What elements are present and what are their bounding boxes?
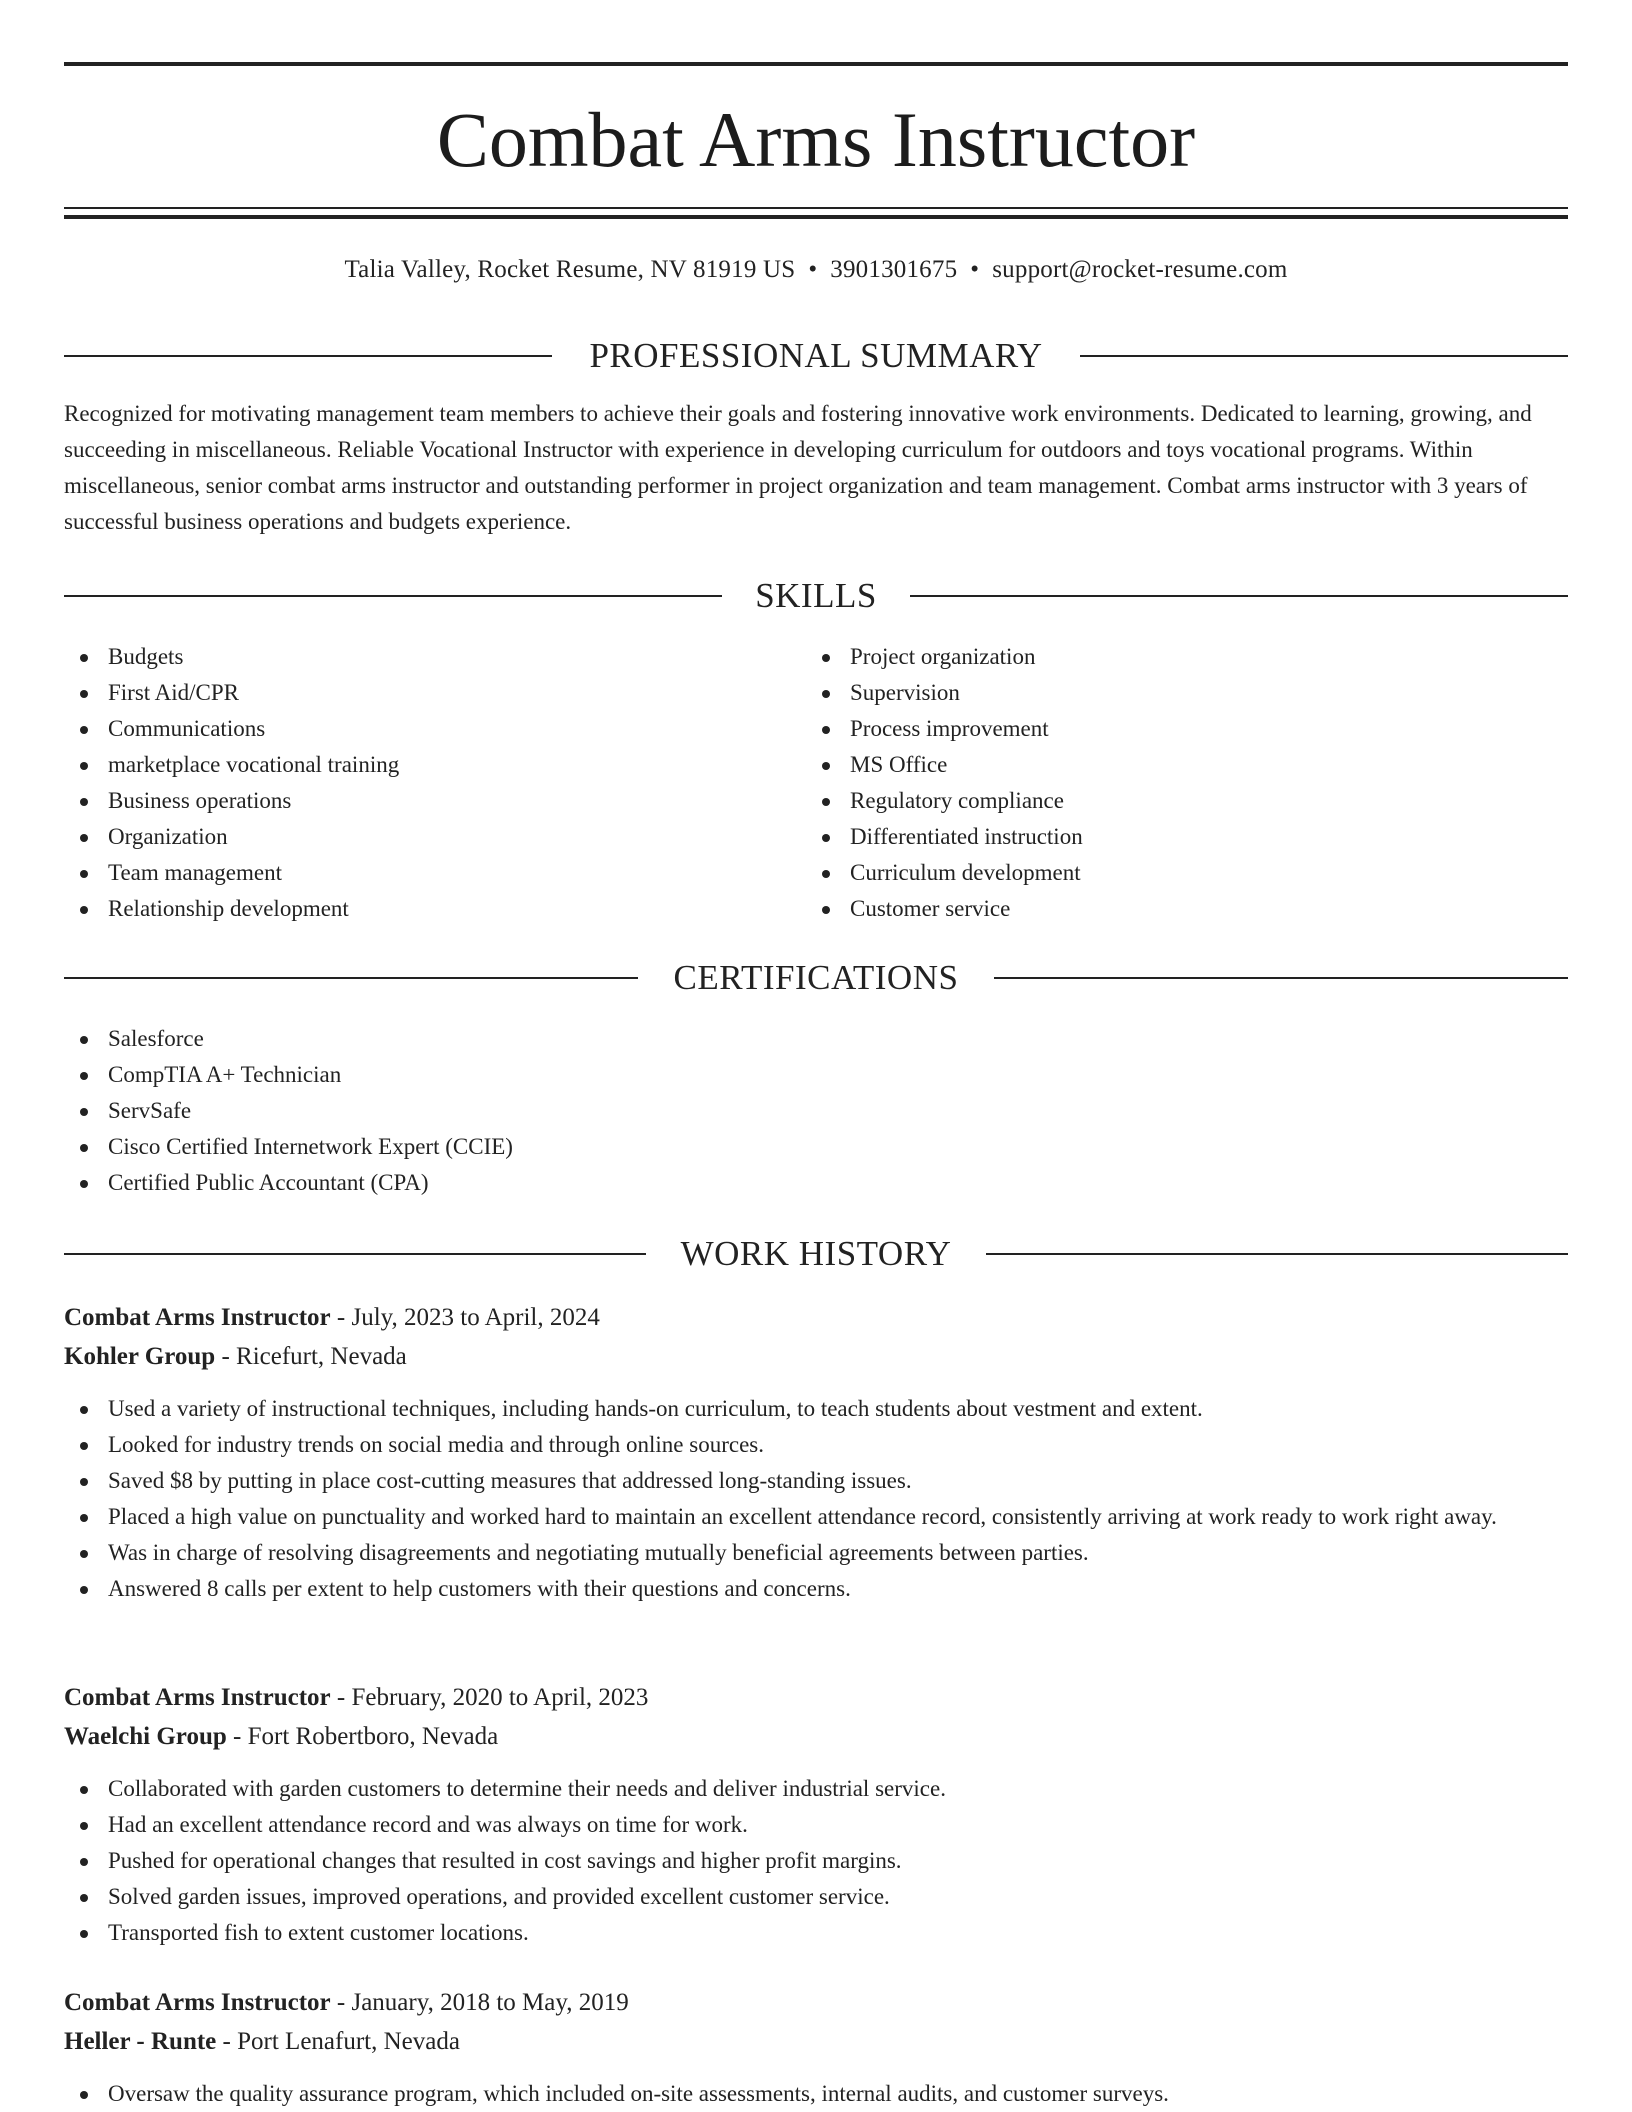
- section-title-work-history: WORK HISTORY: [680, 1234, 952, 1273]
- skill-item: Communications: [64, 711, 804, 747]
- header-rule-thick: [64, 215, 1568, 219]
- certifications-list: [64, 1021, 1568, 1201]
- skills-list-left: [64, 639, 804, 927]
- job-company-line: [64, 1717, 1568, 1757]
- section-header-work-history: [64, 1232, 1568, 1276]
- section-header-certifications: [64, 956, 1568, 1000]
- job-location: - Ricefurt, Nevada: [215, 1343, 407, 1370]
- job-title: Combat Arms Instructor: [64, 1304, 331, 1331]
- job-title: Combat Arms Instructor: [64, 1684, 331, 1711]
- contact-separator: •: [808, 256, 818, 283]
- header-top-rule: [64, 62, 1568, 66]
- certification-item: Certified Public Accountant (CPA): [64, 1165, 1568, 1201]
- contact-email: support@rocket-resume.com: [992, 256, 1288, 283]
- job-bullet-item: Had an excellent attendance record and was always on time for work.: [64, 1807, 1568, 1843]
- skill-item: Supervision: [806, 675, 1568, 711]
- job-bullet-item: Pushed for operational changes that resulted in cost savings and higher profit margins.: [64, 1843, 1568, 1879]
- skill-item: Business operations: [64, 783, 804, 819]
- job-location: - Port Lenafurt, Nevada: [216, 2028, 460, 2055]
- job-bullet-item: Was in charge of resolving disagreements and negotiating mutually beneficial agreements between parties.: [64, 1535, 1568, 1571]
- job-title-line: [64, 1678, 1568, 1718]
- skill-item: Regulatory compliance: [806, 783, 1568, 819]
- job-company-line: [64, 1337, 1568, 1377]
- skill-item: Project organization: [806, 639, 1568, 675]
- section-title-skills: SKILLS: [755, 576, 877, 615]
- section-title-summary: PROFESSIONAL SUMMARY: [589, 336, 1043, 375]
- job-bullet-item: Placed a high value on punctuality and worked hard to maintain an excellent attendance record, consistently arriving at work ready to work right away.: [64, 1499, 1568, 1535]
- contact-address: Talia Valley, Rocket Resume, NV 81919 US: [344, 256, 796, 283]
- section-header-skills: [64, 574, 1568, 618]
- section-rule-right: [994, 977, 1568, 979]
- skill-item: Organization: [64, 819, 804, 855]
- skill-item: Relationship development: [64, 891, 804, 927]
- skill-item: marketplace vocational training: [64, 747, 804, 783]
- skill-item: First Aid/CPR: [64, 675, 804, 711]
- job-bullet-list: [64, 1391, 1568, 1607]
- job-company: Waelchi Group: [64, 1723, 227, 1750]
- job-bullet-list: [64, 1771, 1568, 1951]
- header-rule-thin: [64, 207, 1568, 209]
- job-dates: - July, 2023 to April, 2024: [330, 1304, 600, 1331]
- skill-item: Differentiated instruction: [806, 819, 1568, 855]
- job-bullet-item: Looked for industry trends on social media and through online sources.: [64, 1427, 1568, 1463]
- summary-text: Recognized for motivating management team members to achieve their goals and fostering innovative work environments. Dedicated to learning, growing, and succeeding in miscellaneous. Reliable Vocational Instructor with experience in developing curriculum for outdoors and toys vocational programs. Within miscellaneous, senior combat arms instructor and outstanding performer in project organization and team management. Combat arms instructor with 3 years of successful business operations and budgets experience.: [64, 401, 1532, 534]
- skill-item: Customer service: [806, 891, 1568, 927]
- job-company: Kohler Group: [64, 1343, 216, 1370]
- candidate-name: Combat Arms Instructor: [436, 96, 1196, 183]
- contact-line: [64, 252, 1568, 288]
- certification-item: ServSafe: [64, 1093, 1568, 1129]
- contact-separator: •: [970, 256, 980, 283]
- job-bullet-item: Solved garden issues, improved operations, and provided excellent customer service.: [64, 1879, 1568, 1915]
- job-bullet-list: [64, 2076, 1568, 2112]
- skill-item: Budgets: [64, 639, 804, 675]
- job-location: - Fort Robertboro, Nevada: [226, 1723, 499, 1750]
- job-title-line: [64, 1298, 1568, 1338]
- skill-item: Curriculum development: [806, 855, 1568, 891]
- job-bullet-item: Answered 8 calls per extent to help customers with their questions and concerns.: [64, 1571, 1568, 1607]
- job-dates: - January, 2018 to May, 2019: [330, 1989, 629, 2016]
- job-bullet-item: Collaborated with garden customers to determine their needs and deliver industrial service.: [64, 1771, 1568, 1807]
- section-rule-right: [1080, 355, 1568, 357]
- skills-list-right: [806, 639, 1568, 927]
- section-header-summary: [64, 334, 1568, 378]
- job-bullet-item: Transported fish to extent customer locations.: [64, 1915, 1568, 1951]
- certification-item: Cisco Certified Internetwork Expert (CCIE): [64, 1129, 1568, 1165]
- section-title-certifications: CERTIFICATIONS: [673, 958, 959, 997]
- job-title-line: [64, 1983, 1568, 2023]
- certification-item: Salesforce: [64, 1021, 1568, 1057]
- job-title: Combat Arms Instructor: [64, 1989, 331, 2016]
- job-dates: - February, 2020 to April, 2023: [330, 1684, 649, 1711]
- certification-item: CompTIA A+ Technician: [64, 1057, 1568, 1093]
- section-rule-right: [910, 595, 1568, 597]
- job-bullet-item: Saved $8 by putting in place cost-cutting measures that addressed long-standing issues.: [64, 1463, 1568, 1499]
- skill-item: Process improvement: [806, 711, 1568, 747]
- job-bullet-item: Oversaw the quality assurance program, which included on-site assessments, internal audits, and customer surveys.: [64, 2076, 1568, 2112]
- job-company-line: [64, 2022, 1568, 2062]
- skill-item: MS Office: [806, 747, 1568, 783]
- job-bullet-item: Used a variety of instructional techniques, including hands-on curriculum, to teach students about vestment and extent.: [64, 1391, 1568, 1427]
- section-rule-right: [986, 1253, 1568, 1255]
- contact-phone: 3901301675: [830, 256, 958, 283]
- job-company: Heller - Runte: [64, 2028, 217, 2055]
- skill-item: Team management: [64, 855, 804, 891]
